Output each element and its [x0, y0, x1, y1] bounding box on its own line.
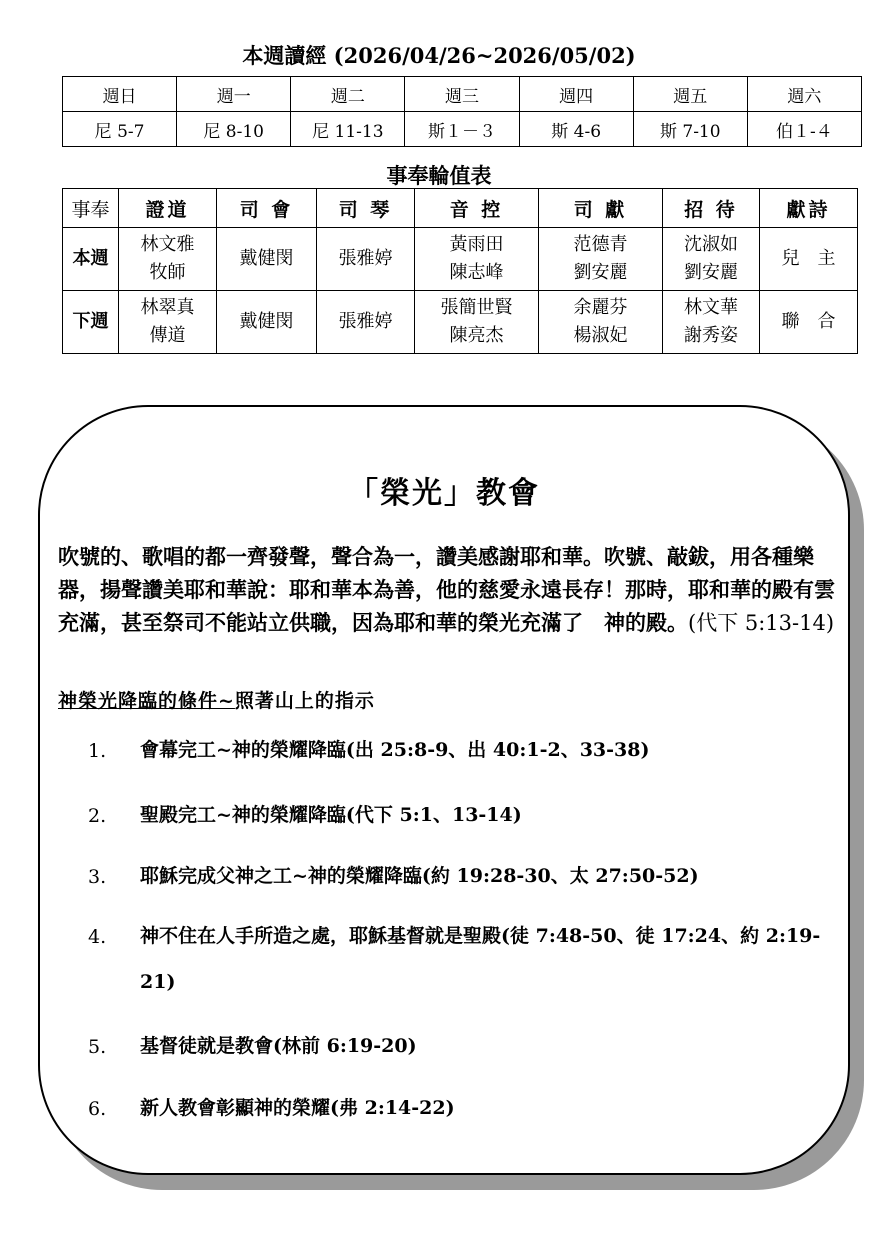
usher-name-1: 林文華 — [684, 297, 738, 318]
sermon-name: 林文雅 — [140, 234, 195, 255]
duty-header-row — [63, 189, 858, 228]
duty-row-this-week — [63, 228, 858, 291]
scripture-text: 吹號的、歌唱的都一齊發聲，聲合為一，讚美感謝耶和華。吹號、敲鈸，用各種樂器，揚聲讚美耶和華說：耶和華本為善，他的慈愛永遠長存！那時，耶和華的殿有雲充滿，甚至祭司不能站立供職，因為耶和華的榮光充滿了 神的殿。 — [58, 544, 835, 635]
day-tue: 週二 — [291, 77, 405, 112]
reading-days-row — [63, 77, 862, 112]
scripture-paragraph — [58, 540, 848, 640]
header-sermon: 證道 — [119, 189, 217, 228]
header-choir: 獻詩 — [760, 189, 858, 228]
passage-fri: 斯 7-10 — [633, 112, 747, 147]
duty-title: 事奉輪值表 — [386, 163, 492, 188]
offering-name-2: 楊淑妃 — [573, 325, 628, 346]
choir-cell: 聯 合 — [760, 291, 858, 354]
passage-wed: 斯１－３ — [405, 112, 519, 147]
duty-table — [62, 188, 858, 354]
list-text: 會幕完工~神的榮耀降臨(出 25:8-9、出 40:1-2、33-38) — [140, 739, 650, 761]
sound-cell — [415, 291, 539, 354]
offering-cell — [539, 228, 663, 291]
scripture-reference: (代下 5:13-14) — [688, 611, 835, 635]
passage-tue: 尼 11-13 — [291, 112, 405, 147]
sermon-cell — [119, 291, 217, 354]
day-mon: 週一 — [177, 77, 291, 112]
header-sound: 音 控 — [415, 189, 539, 228]
usher-name-2: 劉安麗 — [684, 262, 738, 283]
host-cell: 戴健閔 — [217, 291, 317, 354]
choir-cell: 兒 主 — [760, 228, 858, 291]
day-sat: 週六 — [747, 77, 861, 112]
reading-passages-row — [63, 112, 862, 147]
day-fri: 週五 — [633, 77, 747, 112]
card-title: 「榮光」教會 — [348, 476, 540, 511]
host-cell: 戴健閔 — [217, 228, 317, 291]
sermon-name: 林翠真 — [140, 297, 195, 318]
sound-cell — [415, 228, 539, 291]
pianist-cell: 張雅婷 — [317, 228, 415, 291]
sound-name-2: 陳亮杰 — [449, 325, 504, 346]
header-service: 事奉 — [63, 189, 119, 228]
usher-cell — [663, 228, 760, 291]
list-number: 6. — [88, 1098, 107, 1120]
offering-name-2: 劉安麗 — [573, 262, 628, 283]
offering-cell — [539, 291, 663, 354]
row-label: 下週 — [63, 291, 119, 354]
row-label: 本週 — [63, 228, 119, 291]
conditions-subheading — [58, 686, 375, 713]
offering-name-1: 范德青 — [573, 234, 628, 255]
duty-row-next-week — [63, 291, 858, 354]
list-number: 2. — [88, 805, 107, 827]
passage-sun: 尼 5-7 — [63, 112, 177, 147]
passage-mon: 尼 8-10 — [177, 112, 291, 147]
list-text: 神不住在人手所造之處，耶穌基督就是聖殿(徒 7:48-50、徒 17:24、約 2:19-21) — [140, 925, 821, 993]
offering-name-1: 余麗芬 — [573, 297, 628, 318]
day-sun: 週日 — [63, 77, 177, 112]
passage-sat: 伯１-４ — [747, 112, 861, 147]
list-number: 4. — [88, 926, 107, 948]
header-host: 司 會 — [217, 189, 317, 228]
usher-cell — [663, 291, 760, 354]
sound-name-1: 張簡世賢 — [440, 297, 513, 318]
list-number: 3. — [88, 866, 107, 888]
sermon-cell — [119, 228, 217, 291]
usher-name-2: 謝秀姿 — [684, 325, 738, 346]
header-usher: 招 待 — [663, 189, 760, 228]
list-text: 耶穌完成父神之工~神的榮耀降臨(約 19:28-30、太 27:50-52) — [140, 865, 699, 887]
reading-table — [62, 76, 862, 147]
sermon-title: 傳道 — [149, 325, 186, 346]
sound-name-2: 陳志峰 — [449, 262, 504, 283]
sermon-title: 牧師 — [149, 262, 186, 283]
sound-name-1: 黃雨田 — [449, 234, 504, 255]
usher-name-1: 沈淑如 — [684, 234, 738, 255]
list-number: 1. — [88, 740, 107, 762]
list-number: 5. — [88, 1036, 107, 1058]
subheading-rest: 照著山上的指示 — [234, 690, 375, 712]
day-wed: 週三 — [405, 77, 519, 112]
reading-title: 本週讀經 (2026/04/26~2026/05/02) — [242, 43, 636, 68]
list-text: 新人教會彰顯神的榮耀(弗 2:14-22) — [140, 1097, 455, 1119]
list-text: 聖殿完工~神的榮耀降臨(代下 5:1、13-14) — [140, 804, 522, 826]
subheading-underlined: 神榮光降臨的條件~ — [58, 690, 235, 712]
header-offering: 司 獻 — [539, 189, 663, 228]
passage-thu: 斯 4-6 — [519, 112, 633, 147]
day-thu: 週四 — [519, 77, 633, 112]
list-text: 基督徒就是教會(林前 6:19-20) — [140, 1035, 417, 1057]
pianist-cell: 張雅婷 — [317, 291, 415, 354]
header-pianist: 司 琴 — [317, 189, 415, 228]
